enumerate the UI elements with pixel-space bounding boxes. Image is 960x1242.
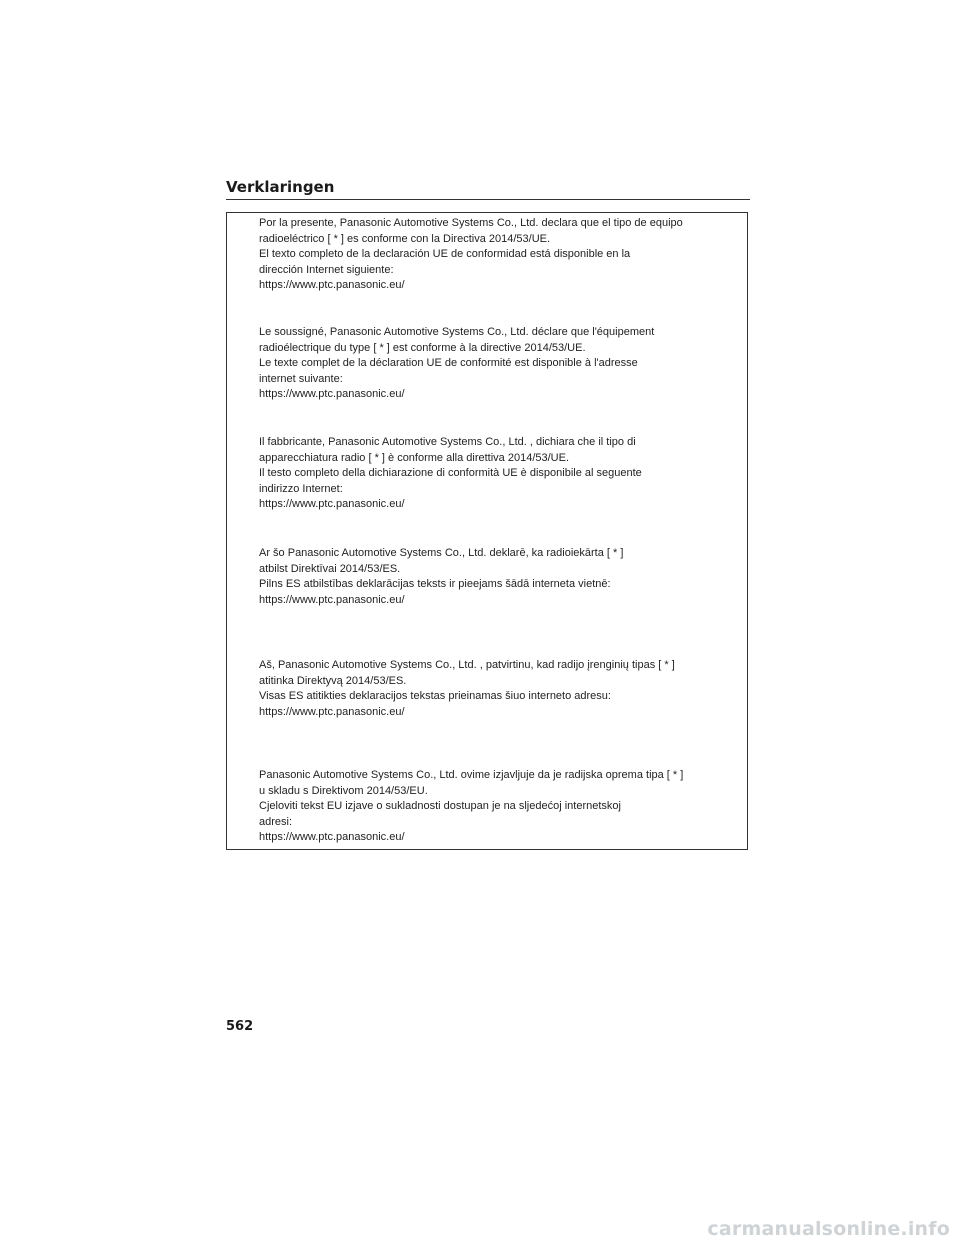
declaration-es <box>259 216 739 294</box>
declaration-line: adresi: <box>259 815 293 828</box>
declaration-lt <box>259 658 739 720</box>
declaration-line: u skladu s Direktivom 2014/53/EU. <box>259 784 428 797</box>
declaration-line: indirizzo Internet: <box>259 482 343 495</box>
declaration-line: Cjeloviti tekst EU izjave o sukladnosti dostupan je na sljedećoj internetskoj <box>259 800 621 812</box>
declaration-url[interactable]: https://www.ptc.panasonic.eu/ <box>259 831 405 843</box>
declaration-lv <box>259 546 739 608</box>
declaration-line: Le texte complet de la déclaration UE de conformité est disponible à l'adresse <box>259 357 638 369</box>
section-title: Verklaringen <box>226 178 335 196</box>
declaration-fr <box>259 325 739 403</box>
declaration-line: atbilst Direktīvai 2014/53/ES. <box>259 562 401 575</box>
watermark: carmanualsonline.info <box>707 1218 950 1240</box>
declaration-line: internet suivante: <box>259 372 343 385</box>
declaration-line: Aš, Panasonic Automotive Systems Co., Ltd. , patvirtinu, kad radijo įrenginių tipas [ * ] <box>259 659 675 671</box>
declaration-url[interactable]: https://www.ptc.panasonic.eu/ <box>259 593 405 606</box>
declaration-line: Panasonic Automotive Systems Co., Ltd. ovime izjavljuje da je radijska oprema tipa [ * ] <box>259 769 684 781</box>
declarations-box <box>226 212 748 850</box>
declaration-url[interactable]: https://www.ptc.panasonic.eu/ <box>259 388 405 400</box>
declaration-line: Por la presente, Panasonic Automotive Systems Co., Ltd. declara que el tipo de equipo <box>259 217 683 229</box>
page-number: 562 <box>226 1019 254 1034</box>
declaration-url[interactable]: https://www.ptc.panasonic.eu/ <box>259 705 405 718</box>
declaration-url[interactable]: https://www.ptc.panasonic.eu/ <box>259 279 405 291</box>
declaration-hr <box>259 768 739 846</box>
declaration-line: Pilns ES atbilstības deklarācijas teksts ir pieejams šādā interneta vietnē: <box>259 578 611 590</box>
declaration-url[interactable]: https://www.ptc.panasonic.eu/ <box>259 498 405 510</box>
declaration-line: El texto completo de la declaración UE de conformidad está disponible en la <box>259 248 631 260</box>
declaration-line: radioeléctrico [ * ] es conforme con la Directiva 2014/53/UE. <box>259 232 551 245</box>
declaration-line: Le soussigné, Panasonic Automotive Systems Co., Ltd. déclare que l'équipement <box>259 326 655 338</box>
declaration-line: atitinka Direktyvą 2014/53/ES. <box>259 674 407 687</box>
declaration-line: radioélectrique du type [ * ] est conforme à la directive 2014/53/UE. <box>259 341 586 354</box>
title-divider <box>226 199 750 200</box>
declaration-line: Il fabbricante, Panasonic Automotive Systems Co., Ltd. , dichiara che il tipo di <box>259 436 636 448</box>
declaration-line: Ar šo Panasonic Automotive Systems Co., Ltd. deklarē, ka radioiekārta [ * ] <box>259 547 624 559</box>
declaration-line: Il testo completo della dichiarazione di conformità UE è disponibile al seguente <box>259 467 642 479</box>
declaration-line: Visas ES atitikties deklaracijos tekstas prieinamas šiuo interneto adresu: <box>259 690 611 702</box>
declaration-it <box>259 435 739 513</box>
declaration-line: apparecchiatura radio [ * ] è conforme alla direttiva 2014/53/UE. <box>259 451 570 464</box>
declaration-line: dirección Internet siguiente: <box>259 263 394 276</box>
